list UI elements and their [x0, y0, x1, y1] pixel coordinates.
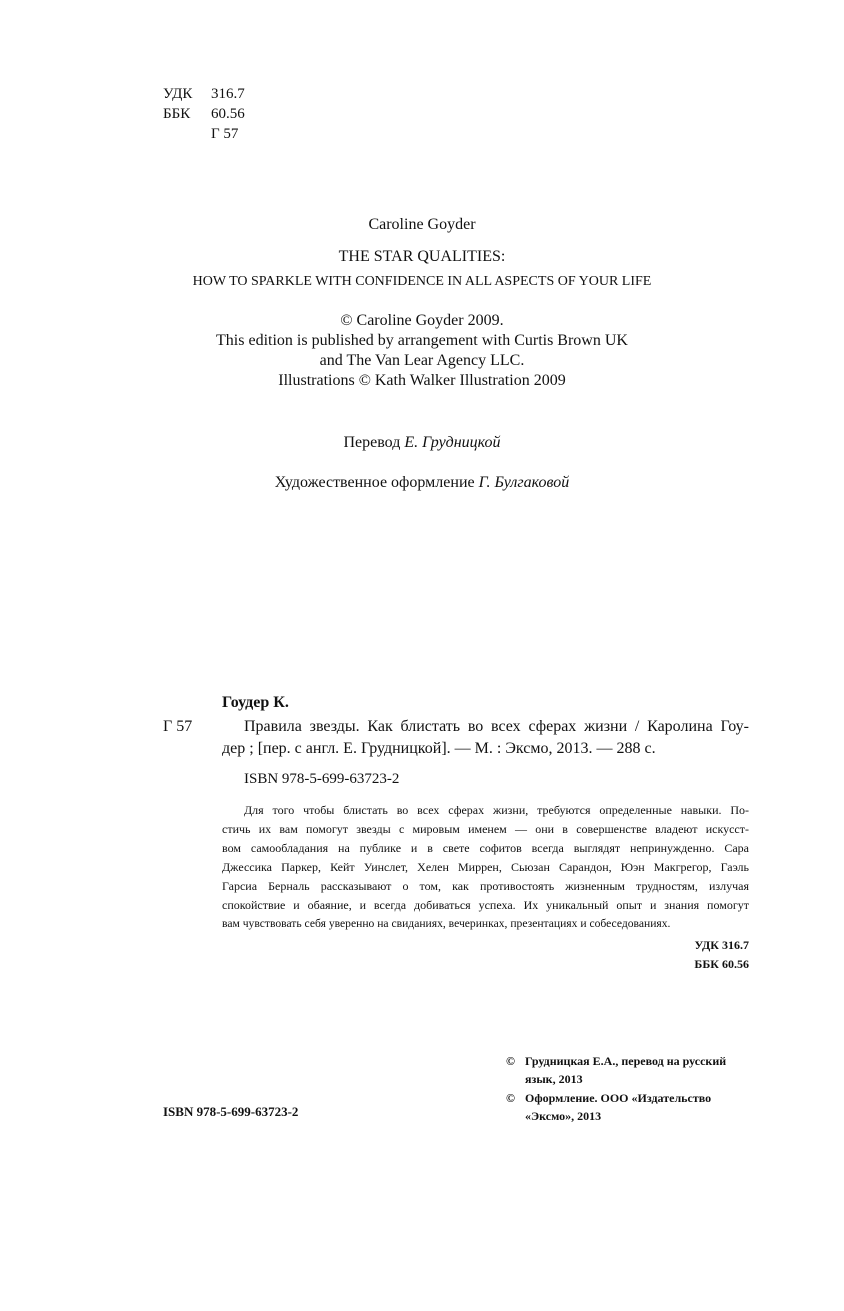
- udk-label: УДК: [163, 86, 193, 102]
- udk-value: 316.7: [211, 86, 245, 102]
- catalog-isbn: ISBN 978-5-699-63723-2: [244, 771, 400, 787]
- copyright-line: © Caroline Goyder 2009.: [340, 312, 504, 329]
- catalog-mark: Г 57: [163, 718, 193, 735]
- annotation-line: Для того чтобы блистать во всех сферах жизни, требуются определенные навыки. По-: [244, 803, 749, 817]
- catalog-description-line: дер ; [пер. с англ. Е. Грудницкой]. — М. : Эксмо, 2013. — 288 с.: [222, 740, 656, 757]
- annotation-line: Джессика Паркер, Кейт Уинслет, Хелен Миррен, Сьюзан Сарандон, Юэн Макгрегор, Гаэль: [222, 860, 749, 874]
- translation-copyright-line: Грудницкая Е.А., перевод на русский: [525, 1054, 727, 1068]
- catalog-heading: Гоудер К.: [222, 694, 289, 711]
- original-subtitle: HOW TO SPARKLE WITH CONFIDENCE IN ALL ASPECTS OF YOUR LIFE: [192, 274, 652, 289]
- translator-name: Е. Грудницкой: [404, 434, 501, 451]
- original-title: THE STAR QUALITIES:: [338, 248, 506, 265]
- annotation-line: Гарсиа Берналь рассказывают о том, как противостоять жизненным трудностям, излучая: [222, 879, 749, 893]
- copyright-symbol: ©: [506, 1091, 515, 1105]
- designer-name: Г. Булгаковой: [478, 474, 570, 491]
- catalog-udk: УДК 316.7: [694, 938, 749, 952]
- design-label: Художественное оформление: [274, 474, 475, 491]
- annotation-line: вом самообладания на публике и в свете софитов всегда выглядят непринужденно. Сара: [222, 841, 749, 855]
- original-author: Caroline Goyder: [368, 216, 476, 233]
- catalog-bbk: ББК 60.56: [694, 957, 749, 971]
- bbk-label: ББК: [163, 106, 191, 122]
- design-copyright-line: «Эксмо», 2013: [525, 1109, 602, 1123]
- copyright-line: and The Van Lear Agency LLC.: [319, 352, 525, 369]
- catalog-description-line: Правила звезды. Как блистать во всех сферах жизни / Каролина Гоу-: [244, 718, 749, 735]
- bbk-value: 60.56: [211, 106, 245, 122]
- author-mark: Г 57: [211, 126, 239, 142]
- design-copyright-line: Оформление. ООО «Издательство: [525, 1091, 712, 1105]
- design-credit: [0, 474, 844, 492]
- copyright-line: This edition is published by arrangement with Curtis Brown UK: [216, 332, 628, 349]
- copyright-symbol: ©: [506, 1054, 515, 1068]
- translation-copyright-line: язык, 2013: [525, 1072, 583, 1086]
- translation-label: Перевод: [343, 434, 401, 451]
- footer-isbn: ISBN 978-5-699-63723-2: [163, 1104, 299, 1119]
- copyright-line: Illustrations © Kath Walker Illustration 2009: [278, 372, 566, 389]
- annotation-line: стичь их вам помогут звезды с мировым именем — они в совершенстве владеют искусст-: [222, 822, 749, 836]
- annotation-line: вам чувствовать себя уверенно на свиданиях, вечеринках, презентациях и собеседованиях.: [222, 917, 671, 930]
- annotation-line: спокойствие и обаяние, и всегда добиваться успеха. Их уникальный опыт и знания помогут: [222, 898, 749, 912]
- translation-credit: [0, 434, 844, 452]
